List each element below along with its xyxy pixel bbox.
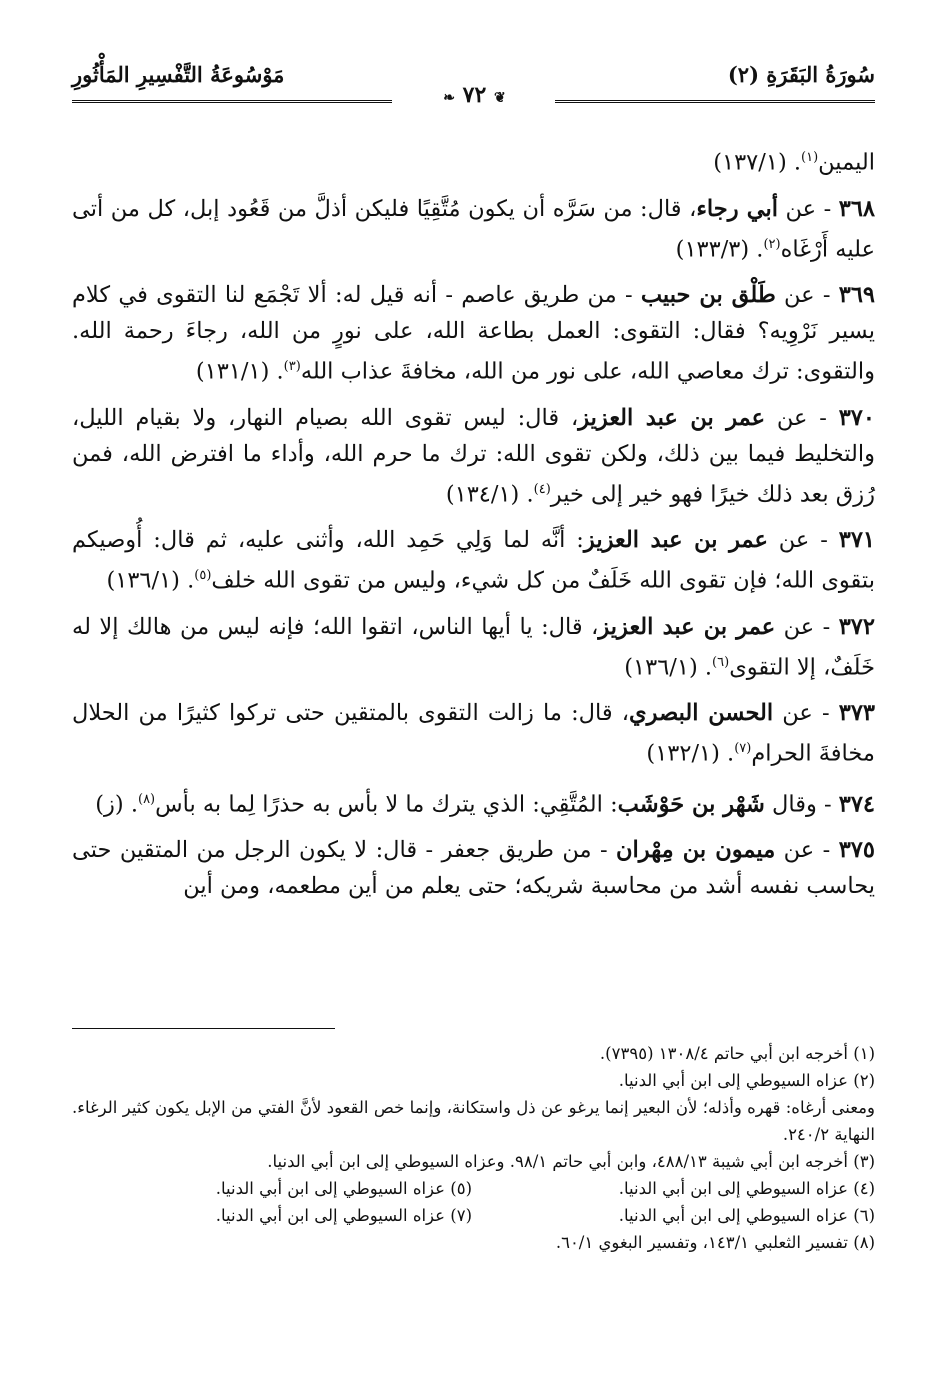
entry-source: . (١٣٢/١) [646, 740, 735, 767]
entry-number: ٣٧٥ [838, 837, 875, 863]
entry-text: : المُتَّقِي: الذي يترك ما لا بأس به حذرًا لِما به بأس [155, 791, 618, 817]
entry-number: ٣٧٠ [838, 404, 875, 431]
entries-list [72, 140, 875, 914]
footnote-ref: (١) [801, 150, 819, 165]
footnote-1: (١) أخرجه ابن أبي حاتم ١٣٠٨/٤ (٧٣٩٥). [599, 1044, 875, 1063]
entry-text: - من طريق جعفر - قال: لا يكون الرجل من المتقين حتى يحاسب نفسه أشد من محاسبة شريكه؛ حتى يعلم من أين مطعمه، ومن أين [72, 837, 875, 899]
entry-text: ، قال: من سَرَّه أن يكون مُتَّقِيًا فليكن أذلَّ من قَعُود إبل، كل من أتى عليه أَرْغَاه [72, 195, 875, 262]
entry-375: ٣٧٥ - عن ميمون بن مِهْران - من طريق جعفر - قال: لا يكون الرجل من المتقين حتى يحاسب نفسه أشد من محاسبة شريكه؛ حتى يعلم من أين مطعمه، ومن أين [72, 837, 875, 899]
narrator-name: ميمون بن مِهْران [616, 837, 776, 863]
footnote-ref: (٤) [533, 481, 551, 497]
footnote-ref: (٦) [712, 654, 730, 670]
entry-368: ٣٦٨ - عن أبي رجاء، قال: من سَرَّه أن يكون مُتَّقِيًا فليكن أذلَّ من قَعُود إبل، كل من أتى عليه أَرْغَاه$^{(٢)}$. (١٣٣/٣) [72, 195, 875, 262]
entry-number: ٣٧١ [838, 527, 875, 553]
entry-369: ٣٦٩ - عن طَلْق بن حبيب - من طريق عاصم - أنه قيل له: ألا تَجْمَع لنا التقوى في كلام يسير نَرْوِيه؟ فقال: التقوى: العمل بطاعة الله، على نورٍ من الله، رجاءَ رحمة الله. والتقوى: ترك معاصي الله، على نور من الله، مخافةَ عذاب الله$^{(٣)}$. (١٣١/١) [72, 282, 875, 385]
footnote-row-4-5 [72, 1175, 875, 1202]
footnotes [72, 1040, 875, 1256]
entry-text: ، قال: ما زالت التقوى بالمتقين حتى تركوا كثيرًا من الحلال مخافةَ الحرام [72, 700, 875, 767]
running-header [72, 58, 875, 108]
entry-text: ، قال: ليس تقوى الله بصيام النهار، ولا بقيام الليل، والتخليط فيما بين ذلك، ولكن تقوى الله: ترك ما حرم الله، وأداء ما افترض الله، فمن رُزق بعد ذلك خيرًا فهو خير إلى خير [72, 404, 875, 507]
entry-373: ٣٧٣ - عن الحسن البصري، قال: ما زالت التقوى بالمتقين حتى تركوا كثيرًا من الحلال مخافةَ الحرام$^{(٧)}$. (١٣٢/١) [72, 700, 875, 767]
entry-source: . (١٣٣/٣) [675, 236, 764, 262]
page-number: ٧٢ [462, 82, 487, 108]
entry-number: ٣٦٩ [838, 282, 875, 308]
entry-source: . (١٣٤/١) [445, 481, 534, 507]
footnote-4: (٤) عزاه السيوطي إلى ابن أبي الدنيا. [618, 1179, 875, 1198]
entry-text: - من طريق عاصم - أنه قيل له: ألا تَجْمَع لنا التقوى في كلام يسير نَرْوِيه؟ فقال: التقوى: العمل بطاعة الله، على نورٍ من الله، رجاءَ رحمة الله. والتقوى: ترك معاصي الله، على نور من الله، مخافةَ عذاب الله [72, 282, 875, 385]
narrator-name: عمر بن عبد العزيز [598, 613, 776, 640]
entry-number: ٣٧٤ [838, 791, 875, 817]
footnote-ref: (٣) [283, 359, 301, 374]
footnote-ref: (٥) [194, 568, 212, 583]
entry-text: : أنَّه لما وَلِي حَمِد الله، وأثنى عليه، ثم قال: أُوصيكم بتقوى الله؛ فإن تقوى الله خَلَفٌ من كل شيء، وليس من تقوى الله خلف [72, 527, 875, 594]
entry-number: ٣٧٢ [838, 613, 875, 640]
footnote-5: (٥) عزاه السيوطي إلى ابن أبي الدنيا. [215, 1179, 472, 1198]
page-number-block [417, 82, 532, 108]
header-rule-right [555, 100, 875, 103]
entry-number: ٣٧٣ [838, 700, 875, 726]
entry-source: . (١٣٦/١) [624, 654, 713, 680]
narrator-name: عمر بن عبد العزيز [583, 527, 768, 553]
entry-text: ، قال: يا أيها الناس، اتقوا الله؛ فإنه ليس من هالك إلا له خَلَفٌ، إلا التقوى [72, 613, 875, 680]
footnote-8: (٨) تفسير الثعلبي ١٤٣/١، وتفسير البغوي ٦٠/١. [555, 1233, 875, 1252]
header-rule-left [72, 100, 392, 103]
entry-source: . (ز) [95, 791, 138, 817]
book-title: مَوْسُوعَةُ التَّفْسِيرِ المَأْثُورِ [72, 62, 285, 87]
narrator-name: طَلْق بن حبيب [640, 282, 776, 308]
entry-370: ٣٧٠ - عن عمر بن عبد العزيز، قال: ليس تقوى الله بصيام النهار، ولا بقيام الليل، والتخليط فيما بين ذلك، ولكن تقوى الله: ترك ما حرم الله، وأداء ما افترض الله، فمن رُزق بعد ذلك خيرًا فهو خير إلى خير$^{(٤)}$. (١٣٤/١) [72, 404, 875, 507]
footnote-3: (٣) أخرجه ابن أبي شيبة ٤٨٨/١٣، وابن أبي حاتم ٩٨/١. وعزاه السيوطي إلى ابن أبي الدنيا. [267, 1152, 875, 1171]
footnote-6: (٦) عزاه السيوطي إلى ابن أبي الدنيا. [618, 1206, 875, 1225]
entry-372: ٣٧٢ - عن عمر بن عبد العزيز، قال: يا أيها الناس، اتقوا الله؛ فإنه ليس من هالك إلا له خَلَفٌ، إلا التقوى$^{(٦)}$. (١٣٦/١) [72, 613, 875, 680]
footnote-divider [72, 1028, 335, 1029]
entry-source: . (١٣٦/١) [106, 567, 195, 594]
footnote-row-6-7 [72, 1202, 875, 1229]
entry-374: ٣٧٤ - وقال شَهْر بن حَوْشَب: المُتَّقِي: الذي يترك ما لا بأس به حذرًا لِما به بأس$^{(٨)}$. (ز) [95, 791, 875, 817]
narrator-name: شَهْر بن حَوْشَب [617, 791, 765, 817]
narrator-name: عمر بن عبد العزيز [578, 404, 766, 431]
entry-number: ٣٦٨ [838, 195, 875, 222]
entry-371: ٣٧١ - عن عمر بن عبد العزيز: أنَّه لما وَلِي حَمِد الله، وأثنى عليه، ثم قال: أُوصيكم بتقوى الله؛ فإن تقوى الله خَلَفٌ من كل شيء، وليس من تقوى الله خلف$^{(٥)}$. (١٣٦/١) [72, 527, 875, 594]
entry-source: . (١٣١/١) [195, 358, 284, 385]
footnote-2-note: ومعنى أرغاه: قهره وأذله؛ لأن البعير إنما يرغو عن ذل واستكانة، وإنما خص القعود لأنَّ الفتي من الإبل يكون كثير الرغاء. النهاية ٢٤٠/٢. [72, 1098, 875, 1144]
ornament-icon: ❧ [443, 90, 455, 106]
narrator-name: الحسن البصري [629, 700, 774, 726]
footnote-7: (٧) عزاه السيوطي إلى ابن أبي الدنيا. [215, 1206, 472, 1225]
ornament-icon: ❦ [493, 90, 506, 106]
footnote-ref: (٨) [137, 791, 156, 807]
footnote-ref: (٢) [763, 236, 781, 252]
book-page [72, 58, 875, 1358]
footnote-ref: (٧) [734, 741, 752, 756]
footnote-2: (٢) عزاه السيوطي إلى ابن أبي الدنيا. [618, 1071, 875, 1090]
narrator-name: أبي رجاء [696, 195, 779, 222]
continuation-line: اليمين$^{(١)}$. (١٣٧/١) [713, 149, 875, 176]
surah-title: سُورَةُ البَقَرَةِ (٢) [727, 62, 875, 87]
